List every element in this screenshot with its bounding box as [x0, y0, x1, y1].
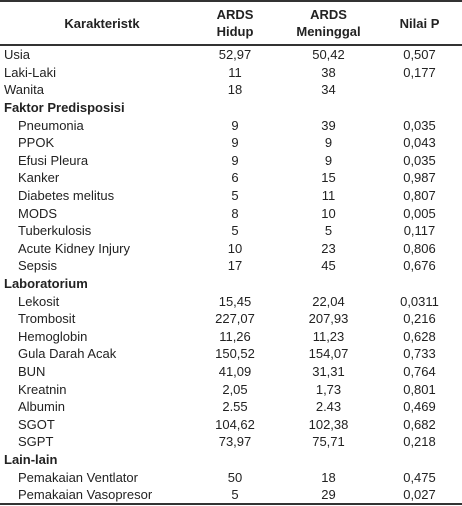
row-label: Usia	[4, 47, 31, 63]
row-label: Trombosit	[18, 311, 76, 327]
cell-hidup: 18	[227, 82, 243, 98]
cell-hidup	[190, 275, 280, 293]
table-row	[0, 415, 462, 433]
row-label: Pemakaian Vasopresor	[0, 486, 190, 505]
cell-meninggal: 11,23	[312, 328, 345, 344]
cell-hidup: 9	[231, 135, 239, 151]
cell-meninggal: 18	[321, 469, 336, 485]
section-row	[0, 275, 462, 293]
table-row	[0, 116, 462, 134]
cell-nilai-p: 0,177	[403, 64, 436, 80]
cell-hidup: 2,05	[222, 381, 248, 397]
cell-nilai-p: 0,035	[403, 117, 436, 133]
cell-meninggal: 50,42	[312, 47, 345, 63]
cell-nilai-p: 0,469	[403, 399, 436, 415]
cell-hidup: 10	[227, 240, 243, 256]
cell-hidup: 6	[231, 170, 239, 186]
cell-meninggal: 2.43	[315, 399, 342, 415]
row-label: Diabetes melitus	[18, 188, 115, 204]
table-row	[0, 328, 462, 346]
header-ards-hidup-line2: Hidup	[216, 24, 254, 39]
cell-nilai-p: 0,682	[403, 416, 436, 432]
cell-hidup: 73,97	[218, 434, 252, 450]
cell-hidup: 15,45	[218, 293, 252, 309]
cell-hidup: 104,62	[215, 416, 255, 432]
header-ards-meninggal-line1: ARDS	[310, 7, 347, 22]
cell-meninggal: 34	[321, 82, 336, 98]
cell-nilai-p: 0,507	[403, 47, 436, 63]
row-label: Efusi Pleura	[18, 152, 89, 168]
cell-hidup	[190, 451, 280, 469]
cell-hidup: 11,26	[219, 328, 251, 344]
table-row	[0, 433, 462, 451]
table-row	[0, 292, 462, 310]
header-ards-meninggal	[280, 1, 377, 45]
cell-nilai-p: 0,806	[403, 240, 436, 256]
table-row	[0, 257, 462, 275]
header-ards-meninggal-line2: Meninggal	[296, 24, 361, 39]
cell-nilai-p: 0,807	[403, 188, 436, 204]
cell-meninggal: 31,31	[312, 363, 345, 379]
cell-meninggal: 22,04	[312, 293, 345, 309]
cell-meninggal: 5	[324, 223, 333, 239]
cell-meninggal: 29	[280, 486, 377, 505]
cell-hidup: 5	[231, 188, 239, 204]
row-label: Gula Darah Acak	[18, 346, 117, 362]
cell-meninggal: 9	[324, 135, 333, 151]
table-row	[0, 169, 462, 187]
row-label: Pneumonia	[18, 117, 84, 133]
cell-hidup: 8	[231, 205, 239, 221]
cell-nilai-p	[377, 99, 462, 117]
cell-meninggal: 9	[324, 152, 333, 168]
cell-hidup: 2.55	[222, 399, 248, 415]
table-row	[0, 468, 462, 486]
table-row	[0, 152, 462, 170]
cell-nilai-p: 0,987	[403, 170, 436, 186]
table-row	[0, 64, 462, 82]
cell-meninggal: 102,38	[308, 416, 349, 432]
row-label: Sepsis	[18, 258, 58, 274]
row-label: Wanita	[4, 82, 44, 98]
row-label: Lekosit	[18, 293, 60, 309]
cell-meninggal: 75,71	[312, 434, 345, 450]
cell-hidup: 9	[231, 152, 239, 168]
cell-nilai-p: 0,475	[403, 469, 436, 485]
cell-nilai-p	[377, 275, 462, 293]
table-row	[0, 204, 462, 222]
header-ards-hidup	[190, 1, 280, 45]
cell-meninggal: 23	[321, 240, 336, 256]
table-row	[0, 486, 462, 505]
cell-hidup	[190, 99, 280, 117]
cell-nilai-p: 0,801	[403, 381, 436, 397]
cell-hidup: 227,07	[215, 311, 255, 327]
cell-meninggal: 45	[321, 258, 336, 274]
row-label: PPOK	[18, 135, 55, 151]
cell-nilai-p	[377, 81, 462, 99]
cell-nilai-p: 0,043	[403, 135, 436, 151]
section-row	[0, 99, 462, 117]
header-ards-hidup-line1: ARDS	[216, 7, 254, 22]
table-row	[0, 187, 462, 205]
table-row	[0, 345, 462, 363]
cell-nilai-p: 0,035	[403, 152, 436, 168]
cell-meninggal: 207,93	[308, 311, 349, 327]
cell-nilai-p: 0,005	[403, 205, 436, 221]
table-header	[0, 1, 462, 45]
cell-meninggal	[280, 99, 377, 117]
table-row	[0, 45, 462, 64]
row-label: Pemakaian Ventlator	[18, 469, 138, 485]
row-label: Kreatnin	[18, 381, 67, 397]
cell-nilai-p: 0,764	[403, 363, 436, 379]
row-label: Tuberkulosis	[18, 223, 92, 239]
cell-hidup: 52,97	[218, 47, 252, 63]
table-row	[0, 222, 462, 240]
row-label: BUN	[18, 363, 46, 379]
table-body	[0, 45, 462, 504]
cell-nilai-p: 0,216	[403, 311, 436, 327]
cell-hidup: 5	[190, 486, 280, 505]
cell-nilai-p	[377, 451, 462, 469]
cell-nilai-p: 0,027	[377, 486, 462, 505]
table-row	[0, 81, 462, 99]
row-label: Acute Kidney Injury	[18, 240, 131, 256]
header-row	[0, 1, 462, 45]
row-label: Faktor Predisposisi	[4, 100, 125, 116]
cell-nilai-p: 0,676	[403, 258, 436, 274]
cell-hidup: 41,09	[218, 363, 252, 379]
header-nilai-p: Nilai P	[399, 15, 440, 31]
header-karakteristik: Karakteristk	[64, 15, 140, 31]
row-label: Kanker	[18, 170, 60, 186]
table-row	[0, 363, 462, 381]
cell-meninggal	[280, 451, 377, 469]
row-label: MODS	[18, 205, 57, 221]
cell-meninggal: 11	[321, 188, 336, 204]
table-row	[0, 240, 462, 258]
cell-meninggal	[280, 275, 377, 293]
table-row	[0, 310, 462, 328]
row-label: SGOT	[18, 416, 55, 432]
cell-nilai-p: 0,117	[403, 223, 436, 239]
row-label: Laboratorium	[4, 276, 88, 292]
cell-meninggal: 10	[321, 205, 336, 221]
cell-hidup: 11	[228, 64, 242, 80]
cell-meninggal: 154,07	[308, 346, 349, 362]
cell-nilai-p: 0,733	[403, 346, 436, 362]
row-label: Laki-Laki	[4, 64, 57, 80]
table-row	[0, 134, 462, 152]
row-label: SGPT	[18, 434, 54, 450]
section-row	[0, 451, 462, 469]
cell-hidup: 50	[227, 469, 243, 485]
cell-meninggal: 39	[321, 117, 336, 133]
cell-meninggal: 15	[321, 170, 336, 186]
cell-meninggal: 1,73	[315, 381, 342, 397]
cell-hidup: 9	[231, 117, 239, 133]
row-label: Lain-lain	[4, 451, 58, 467]
cell-nilai-p: 0,628	[403, 328, 436, 344]
row-label: Hemoglobin	[18, 328, 88, 344]
cell-nilai-p: 0,0311	[400, 293, 439, 309]
cell-nilai-p: 0,218	[403, 434, 436, 450]
table-row	[0, 380, 462, 398]
table-row	[0, 398, 462, 416]
cell-hidup: 5	[231, 223, 239, 239]
cell-hidup: 17	[227, 258, 243, 274]
cell-hidup: 150,52	[215, 346, 255, 362]
row-label: Albumin	[18, 399, 65, 415]
cell-meninggal: 38	[321, 64, 336, 80]
